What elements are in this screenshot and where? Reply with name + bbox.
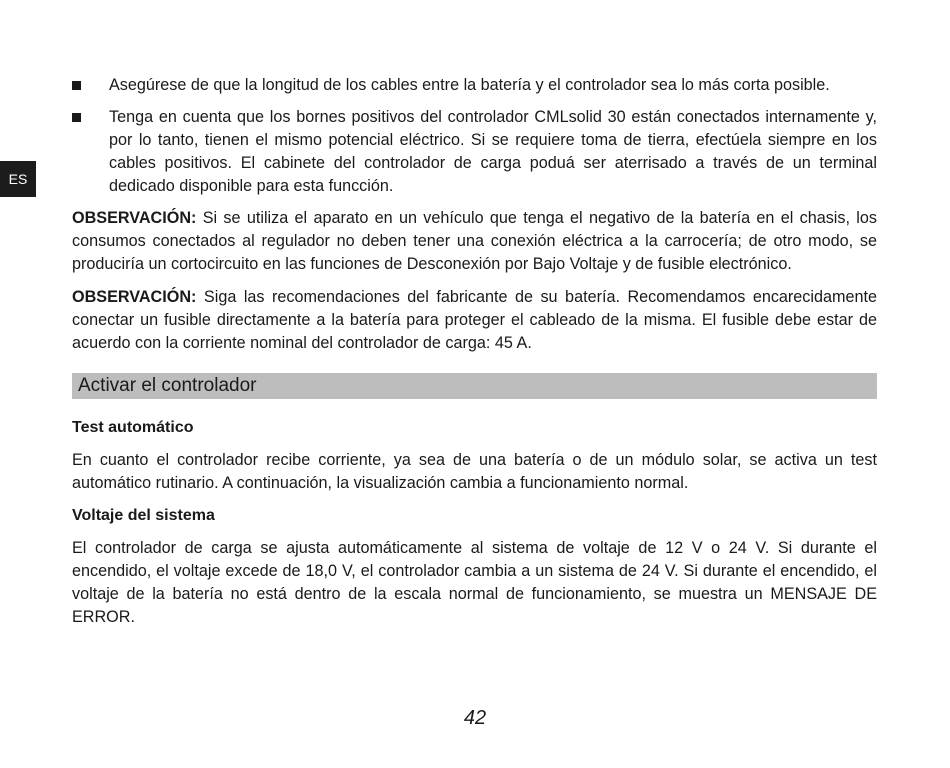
bullet-item [72, 106, 877, 198]
subsection-heading: Voltaje del sistema [72, 507, 215, 524]
subsection-body: El controlador de carga se ajusta automáticamente al sistema de voltaje de 12 V o 24 V. Si durante el encendido, el voltaje excede de 18,0 V, el controlador cambia a un sistema de 24 V. Si durante el encendido, el voltaje de la batería no está dentro de la escala normal de funcionamiento, se muestra un MENSAJE DE ERROR. [72, 539, 877, 626]
square-bullet-icon [72, 81, 81, 90]
subsection-heading: Test automático [72, 419, 194, 436]
note-label: OBSERVACIÓN: [72, 288, 197, 306]
note-label: OBSERVACIÓN: [72, 209, 197, 227]
note-paragraph [72, 207, 877, 276]
bullet-text: Tenga en cuenta que los bornes positivos del controlador CMLsolid 30 están conectados internamente y, por lo tanto, tienen el mismo potencial eléctrico. Si se requiere toma de tierra, efectúela siempre en los cables positivos. El cabinete del controlador de carga poduá ser aterrisado a través de un terminal dedicado disponible para esta funcción. [109, 108, 877, 195]
language-tab [0, 161, 36, 197]
bullet-item [72, 74, 877, 97]
note-text: Si se utiliza el aparato en un vehículo que tenga el negativo de la batería en el chasis, los consumos conectados al regulador no deben tener una conexión eléctrica a la carrocería; de otro modo, se produciría un cortocircuito en las funciones de Desconexión por Bajo Voltaje y de fusible electrónico. [72, 209, 877, 273]
square-bullet-icon [72, 113, 81, 122]
note-text: Siga las recomendaciones del fabricante de su batería. Recomendamos encarecidamente conectar un fusible directamente a la batería para proteger el cableado de la misma. El fusible debe estar de acuerdo con la corriente nominal del controlador de carga: 45 A. [72, 288, 877, 352]
page-number: 42 [463, 707, 487, 729]
bullet-text: Asegúrese de que la longitud de los cables entre la batería y el controlador sea lo más corta posible. [109, 76, 830, 94]
language-tab-label: ES [8, 171, 28, 187]
subsection-body: En cuanto el controlador recibe corriente, ya sea de una batería o de un módulo solar, se activa un test automático rutinario. A continuación, la visualización cambia a funcionamiento normal. [72, 451, 877, 492]
note-paragraph [72, 286, 877, 355]
section-title: Activar el controlador [72, 373, 877, 399]
page-content [72, 74, 877, 639]
